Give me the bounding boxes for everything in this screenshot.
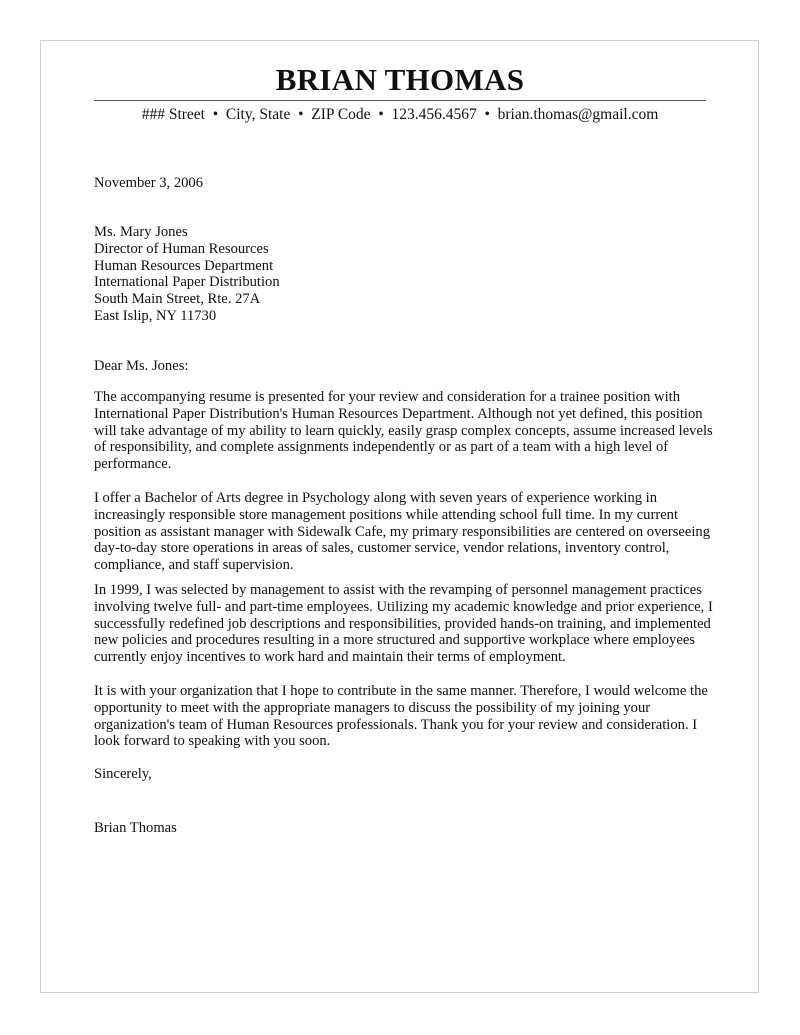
- paragraph-3: [94, 582, 714, 666]
- recipient-line: East Islip, NY 11730: [94, 307, 217, 324]
- recipient-line: South Main Street, Rte. 27A: [94, 291, 261, 308]
- recipient-line: Director of Human Resources: [94, 240, 269, 257]
- paragraph-2: [94, 490, 714, 574]
- salutation: Dear Ms. Jones:: [94, 358, 189, 374]
- paragraph-4: [94, 683, 714, 750]
- paragraph-line: opportunity to meet with the appropriate managers to discuss the possibility of my joining your: [94, 699, 651, 716]
- paragraph-line: It is with your organization that I hope to contribute in the same manner. Therefore, I would welcome the: [94, 683, 708, 699]
- paragraph-line: position as assistant manager with Sidewalk Cafe, my primary responsibilities are centered on overseeing: [94, 523, 711, 540]
- paragraph-line: increasingly responsible store management positions while attending school full time. In my current: [94, 506, 679, 523]
- recipient-line: International Paper Distribution: [94, 274, 280, 291]
- paragraph-line: performance.: [94, 456, 172, 473]
- paragraph-line: day-to-day store operations in areas of sales, customer service, vendor relations, inventory control,: [94, 540, 670, 557]
- paragraph-line: new policies and procedures resulting in a more structured and supportive workplace where employees: [94, 632, 695, 649]
- paragraph-line: successfully redefined job descriptions and responsibilities, provided hands-on training, and implemented: [94, 615, 711, 632]
- sender-contact: ### Street • City, State • ZIP Code • 123.456.4567 • brian.thomas@gmail.com: [141, 106, 659, 123]
- paragraph-line: I offer a Bachelor of Arts degree in Psychology along with seven years of experience working in: [94, 490, 658, 506]
- signature-name: Brian Thomas: [94, 820, 177, 836]
- closing: Sincerely,: [94, 766, 152, 782]
- letter-date: November 3, 2006: [94, 175, 204, 191]
- paragraph-line: look forward to speaking with you soon.: [94, 733, 331, 750]
- paragraph-line: involving twelve full- and part-time employees. Utilizing my academic knowledge and prior experience, I: [94, 598, 713, 615]
- paragraph-1: [94, 389, 714, 473]
- header-rule: [94, 100, 706, 101]
- paragraph-line: will take advantage of my ability to learn quickly, easily grasp complex concepts, assume increased levels: [94, 422, 713, 439]
- paragraph-line: organization's team of Human Resources professionals. Thank you for your review and consideration. I: [94, 716, 698, 733]
- paragraph-line: In 1999, I was selected by management to assist with the revamping of personnel management practices: [94, 582, 702, 598]
- paragraph-line: compliance, and staff supervision.: [94, 557, 294, 574]
- paragraph-line: of responsibility, and complete assignments independently or as part of a team with a high level of: [94, 439, 669, 456]
- paragraph-line: International Paper Distribution's Human Resources Department. Although not yet defined, this position: [94, 405, 703, 422]
- paragraph-line: The accompanying resume is presented for your review and consideration for a trainee position with: [94, 389, 680, 405]
- paragraph-line: currently enjoy incentives to work hard and maintain their terms of employment.: [94, 649, 566, 666]
- recipient-address: [94, 224, 714, 325]
- recipient-line: Human Resources Department: [94, 257, 274, 274]
- sender-name: BRIAN THOMAS: [275, 62, 525, 97]
- recipient-line: Ms. Mary Jones: [94, 224, 188, 240]
